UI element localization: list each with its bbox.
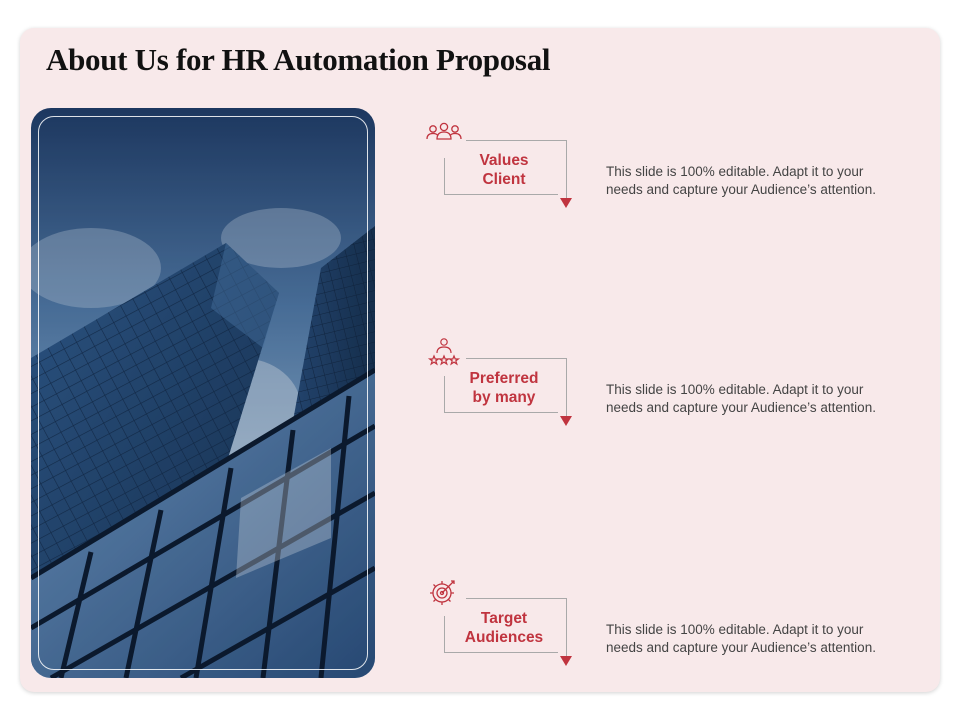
item-label: Target Audiences [464, 610, 544, 646]
item-values-client [420, 118, 920, 218]
down-arrow-icon [560, 656, 572, 666]
item-description: This slide is 100% editable. Adapt it to your needs and capture your Audience’s attention. [606, 164, 876, 197]
item-label: Values Client [479, 152, 529, 188]
photo-frame [38, 116, 368, 670]
down-arrow-icon [560, 416, 572, 426]
gear-target-icon [424, 576, 464, 608]
skyscraper-photo [31, 108, 375, 678]
slide [20, 28, 940, 692]
item-preferred-by-many [420, 336, 920, 436]
item-description: This slide is 100% editable. Adapt it to your needs and capture your Audience’s attention. [606, 382, 876, 415]
item-label: Preferred by many [469, 370, 539, 406]
down-arrow-icon [560, 198, 572, 208]
item-target-audiences [420, 576, 920, 676]
item-description: This slide is 100% editable. Adapt it to your needs and capture your Audience’s attention. [606, 622, 876, 655]
person-rating-stars-icon [424, 336, 464, 368]
group-people-icon [424, 118, 464, 150]
page-title: About Us for HR Automation Proposal [46, 42, 551, 77]
